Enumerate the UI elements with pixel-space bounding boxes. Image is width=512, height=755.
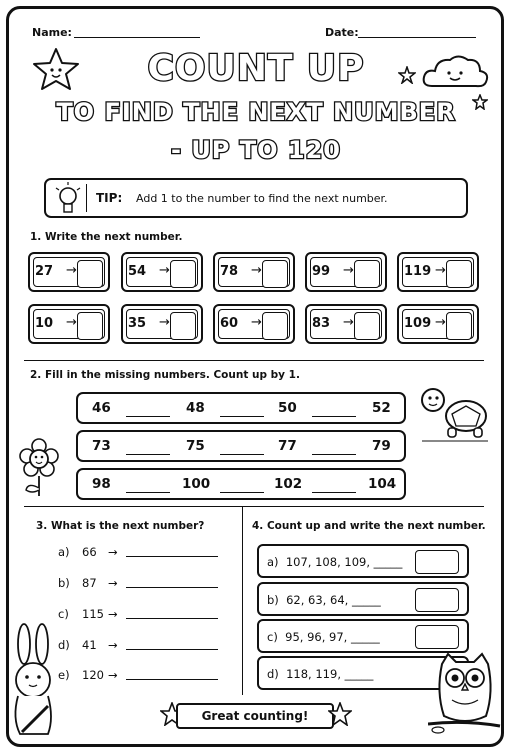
next-number-box: 27 → bbox=[28, 252, 110, 292]
next-number-box: 60 → bbox=[213, 304, 295, 344]
blank[interactable] bbox=[220, 416, 264, 417]
answer-box[interactable] bbox=[170, 260, 196, 288]
lightbulb-icon bbox=[54, 182, 82, 216]
star-icon bbox=[328, 702, 352, 726]
answer-line[interactable] bbox=[126, 679, 218, 680]
blank[interactable] bbox=[220, 454, 264, 455]
answer-line[interactable] bbox=[126, 587, 218, 588]
question-row: c) 115 → bbox=[58, 607, 69, 621]
next-number-box: 119 → bbox=[397, 252, 479, 292]
divider bbox=[24, 506, 484, 507]
next-number-box: 54 → bbox=[121, 252, 203, 292]
blank[interactable] bbox=[312, 492, 356, 493]
answer-box[interactable] bbox=[415, 588, 459, 612]
divider bbox=[24, 360, 484, 361]
next-number-box: 78 → bbox=[213, 252, 295, 292]
blank[interactable] bbox=[312, 454, 356, 455]
footer-banner: Great counting! bbox=[176, 703, 334, 729]
turtle-icon bbox=[418, 384, 492, 444]
blank[interactable] bbox=[126, 416, 170, 417]
section-2-instruction: 2. Fill in the missing numbers. Count up by 1. bbox=[30, 369, 300, 381]
question-row: e) 120 → bbox=[58, 668, 70, 682]
answer-box[interactable] bbox=[77, 312, 103, 340]
answer-box[interactable] bbox=[354, 260, 380, 288]
next-number-box: 83 → bbox=[305, 304, 387, 344]
answer-box[interactable] bbox=[262, 260, 288, 288]
question-row: a) 107, 108, 109, _____ bbox=[257, 544, 469, 578]
question-row: b) 87 → bbox=[58, 576, 70, 590]
answer-box[interactable] bbox=[262, 312, 288, 340]
date-label: Date: bbox=[325, 26, 359, 39]
sequence-row: 73 75 77 79 bbox=[76, 430, 406, 462]
sequence-row: 46 48 50 52 bbox=[76, 392, 406, 424]
title-line-1: COUNT UP bbox=[147, 48, 365, 89]
answer-line[interactable] bbox=[126, 556, 218, 557]
question-row: d) 118, 119, _____ bbox=[257, 656, 469, 690]
answer-box[interactable] bbox=[170, 312, 196, 340]
question-row: c) 95, 96, 97, _____ bbox=[257, 619, 469, 653]
blank[interactable] bbox=[220, 492, 264, 493]
answer-box[interactable] bbox=[415, 550, 459, 574]
section-4-instruction: 4. Count up and write the next number. bbox=[252, 520, 486, 532]
sequence-row: 98 100 102 104 bbox=[76, 468, 406, 500]
answer-box[interactable] bbox=[446, 260, 472, 288]
question-row: d) 41 → bbox=[58, 638, 70, 652]
next-number-box: 35 → bbox=[121, 304, 203, 344]
answer-box[interactable] bbox=[77, 260, 103, 288]
blank[interactable] bbox=[126, 454, 170, 455]
answer-line[interactable] bbox=[126, 618, 218, 619]
blank[interactable] bbox=[312, 416, 356, 417]
title-line-3: - UP TO 120 bbox=[171, 136, 341, 164]
tip-text: Add 1 to the number to find the next number. bbox=[136, 192, 388, 205]
owl-icon bbox=[428, 652, 502, 740]
bunny-icon bbox=[8, 622, 60, 740]
section-3-instruction: 3. What is the next number? bbox=[36, 520, 205, 532]
answer-box[interactable] bbox=[415, 625, 459, 649]
answer-box[interactable] bbox=[354, 312, 380, 340]
question-row: b) 62, 63, 64, _____ bbox=[257, 582, 469, 616]
name-field[interactable] bbox=[74, 37, 200, 38]
flower-icon bbox=[18, 438, 60, 498]
name-label: Name: bbox=[32, 26, 72, 39]
date-field[interactable] bbox=[358, 37, 476, 38]
next-number-box: 10 → bbox=[28, 304, 110, 344]
section-1-instruction: 1. Write the next number. bbox=[30, 231, 183, 243]
tip-box bbox=[44, 178, 468, 218]
tip-label: TIP: bbox=[96, 191, 123, 205]
question-row: a) 66 → bbox=[58, 545, 70, 559]
next-number-box: 109 → bbox=[397, 304, 479, 344]
answer-line[interactable] bbox=[126, 649, 218, 650]
title-line-2: TO FIND THE NEXT NUMBER bbox=[56, 98, 456, 126]
answer-box[interactable] bbox=[446, 312, 472, 340]
next-number-box: 99 → bbox=[305, 252, 387, 292]
column-divider bbox=[242, 507, 243, 695]
blank[interactable] bbox=[126, 492, 170, 493]
